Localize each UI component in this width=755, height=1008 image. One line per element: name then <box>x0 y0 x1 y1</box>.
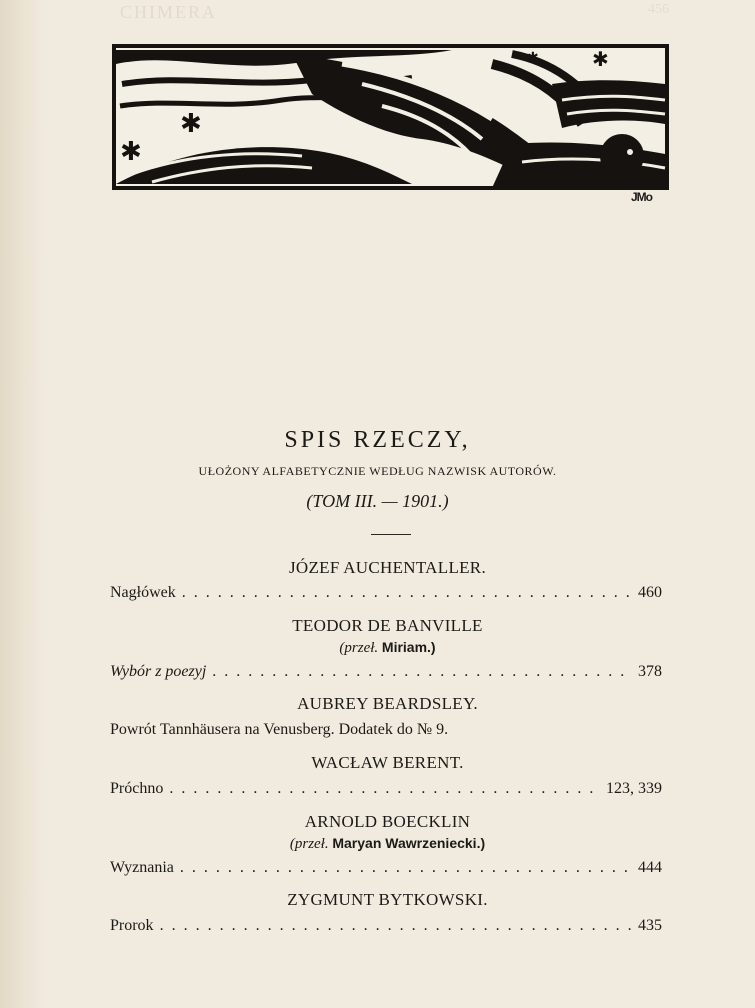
svg-text:✱: ✱ <box>120 137 142 167</box>
author-heading: TEODOR DE BANVILLE <box>292 616 483 635</box>
entry-page: 435 <box>638 917 662 934</box>
translator-label: (przeł. <box>339 640 379 656</box>
entry-title: Wyznania <box>110 859 174 876</box>
toc-entry[interactable] <box>110 780 662 802</box>
toc-entry[interactable]: Powrót Tannhäusera na Venusberg. Dodatek do № 9. <box>110 721 449 738</box>
woodcut-headpiece <box>112 44 669 190</box>
author-heading: JÓZEF AUCHENTALLER. <box>289 558 486 577</box>
entry-title: Prorok <box>110 917 154 934</box>
running-head-bleedthrough: CHIMERA <box>120 2 218 22</box>
translator-label: (przeł. <box>289 836 329 852</box>
entry-page: 123, 339 <box>606 780 662 797</box>
entry-page: 378 <box>638 663 662 680</box>
author-heading: WACŁAW BERENT. <box>311 753 464 772</box>
dot-leader <box>160 917 632 935</box>
dot-leader <box>180 859 632 877</box>
dot-leader <box>182 584 632 602</box>
page-title: SPIS RZECZY, <box>284 427 471 453</box>
entry-page: 460 <box>638 584 662 601</box>
volume-label: (TOM III. — 1901.) <box>306 491 449 511</box>
author-heading: ARNOLD BOECKLIN <box>304 812 471 831</box>
artist-monogram: JMo <box>631 190 652 204</box>
author-heading: AUBREY BEARDSLEY. <box>297 694 478 713</box>
translator-note <box>0 639 755 657</box>
dot-leader <box>212 663 632 681</box>
translator-note <box>0 835 755 853</box>
author-heading: ZYGMUNT BYTKOWSKI. <box>287 890 488 909</box>
svg-text:✱: ✱ <box>180 109 202 139</box>
toc-entry[interactable] <box>110 663 662 685</box>
entry-title: Próchno <box>110 780 164 797</box>
entry-title: Nagłówek <box>110 584 176 601</box>
dot-leader <box>169 780 600 798</box>
toc-entry[interactable] <box>110 584 662 606</box>
svg-text:✱: ✱ <box>527 50 539 66</box>
page-subtitle: UŁOŻONY ALFABETYCZNIE WEDŁUG NAZWISK AUTORÓW. <box>198 464 557 478</box>
svg-text:✱: ✱ <box>592 47 609 71</box>
toc-entry[interactable] <box>110 917 662 939</box>
page-number-bleedthrough: 456 <box>648 2 669 17</box>
entry-title: Wybór z poezyj <box>110 663 207 680</box>
toc-entry[interactable] <box>110 859 662 881</box>
translator-name: Maryan Wawrzeniecki.) <box>332 835 486 851</box>
entry-page: 444 <box>638 859 662 876</box>
translator-name: Miriam.) <box>381 639 436 655</box>
divider-rule <box>371 534 411 535</box>
